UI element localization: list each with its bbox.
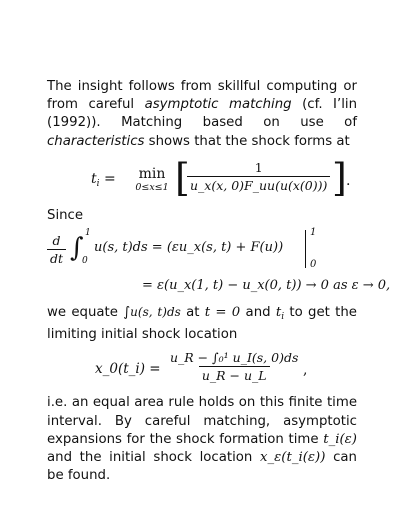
inline-ti-eps: t_i(ε) bbox=[323, 431, 357, 447]
eq1-denominator: u_x(x, 0)F_uu(u(x(0))) bbox=[187, 176, 330, 193]
eq1-min-sub: 0≤x≤1 bbox=[135, 181, 169, 193]
paragraph-3: we equate ∫u(s, t)ds at t = 0 and $t_i$ to get the limiting initial shock location bbox=[47, 305, 357, 343]
text: i.e. an equal area rule holds on this finite time interval. By careful matching, asymptotic expansions for the shock formation time bbox=[47, 395, 357, 447]
eq3-denominator: u_R − u_L bbox=[199, 366, 270, 383]
eq1-period: . bbox=[346, 172, 351, 189]
equation-shock-time: $t_i$ = min 0≤x≤1 [ $\frac{1}{u\_x(x, 0)F\_uu(u(x(0)))}$ ] . bbox=[91, 155, 351, 200]
eq1-min: min bbox=[138, 165, 166, 182]
page-content bbox=[47, 78, 391, 485]
eq2-dt: dt bbox=[47, 249, 66, 266]
eq2-d: d bbox=[52, 233, 61, 249]
text: to get the limiting initial shock location bbox=[47, 305, 357, 343]
eq2-eval-lower: 0 bbox=[310, 259, 317, 271]
eq2-int-upper: 1 bbox=[85, 228, 91, 239]
inline-t0: t = 0 bbox=[204, 305, 241, 321]
text: can be found. bbox=[47, 450, 357, 484]
text: shows that the shock forms at bbox=[144, 133, 350, 149]
eq2-int-lower: 0 bbox=[82, 256, 88, 267]
emphasis-asymptotic-matching: asymptotic matching bbox=[144, 97, 292, 113]
eq1-numerator: 1 bbox=[254, 159, 263, 175]
eq2-line2: = ε(u_x(1, t) − u_x(0, t)) → 0 as ε → 0, bbox=[142, 278, 391, 294]
inline-x-eps: x_ε(t_i(ε)) bbox=[260, 450, 326, 466]
eq3-lhs: x_0(t_i) = bbox=[95, 361, 161, 378]
emphasis-characteristics: characteristics bbox=[47, 133, 145, 149]
eq3-comma: , bbox=[303, 362, 308, 379]
inline-integrand: u(s, t)ds bbox=[130, 305, 181, 320]
paragraph-2 bbox=[47, 207, 357, 225]
paragraph-4 bbox=[47, 394, 357, 485]
text: (cf. I’lin (1992)). Matching based on use of bbox=[47, 97, 358, 131]
eq1-lhs-sub: i bbox=[96, 178, 100, 189]
eval-bar bbox=[305, 230, 306, 268]
eq1-lhs: t bbox=[91, 170, 97, 187]
text: and bbox=[240, 305, 276, 321]
text: at bbox=[180, 305, 205, 321]
integral-sign: ∫ bbox=[70, 233, 84, 264]
text: The insight follows from skillful computing or from careful bbox=[47, 79, 357, 113]
eq2-eval-upper: 1 bbox=[310, 227, 317, 239]
text-since: Since bbox=[47, 207, 84, 223]
equation-shock-location bbox=[47, 348, 357, 392]
text: and the initial shock location bbox=[47, 450, 260, 466]
equation-integral bbox=[47, 227, 391, 299]
paragraph-1 bbox=[47, 78, 357, 151]
eq1-equals: = bbox=[103, 170, 116, 187]
inline-ti: t bbox=[275, 305, 282, 321]
eq2-integrand: u(s, t)ds = (εu_x(s, t) + F(u)) bbox=[94, 240, 284, 256]
text: we equate ∫ bbox=[47, 305, 131, 321]
eq3-numerator: u_R − ∫₀¹ u_I(s, 0)ds bbox=[170, 350, 299, 366]
